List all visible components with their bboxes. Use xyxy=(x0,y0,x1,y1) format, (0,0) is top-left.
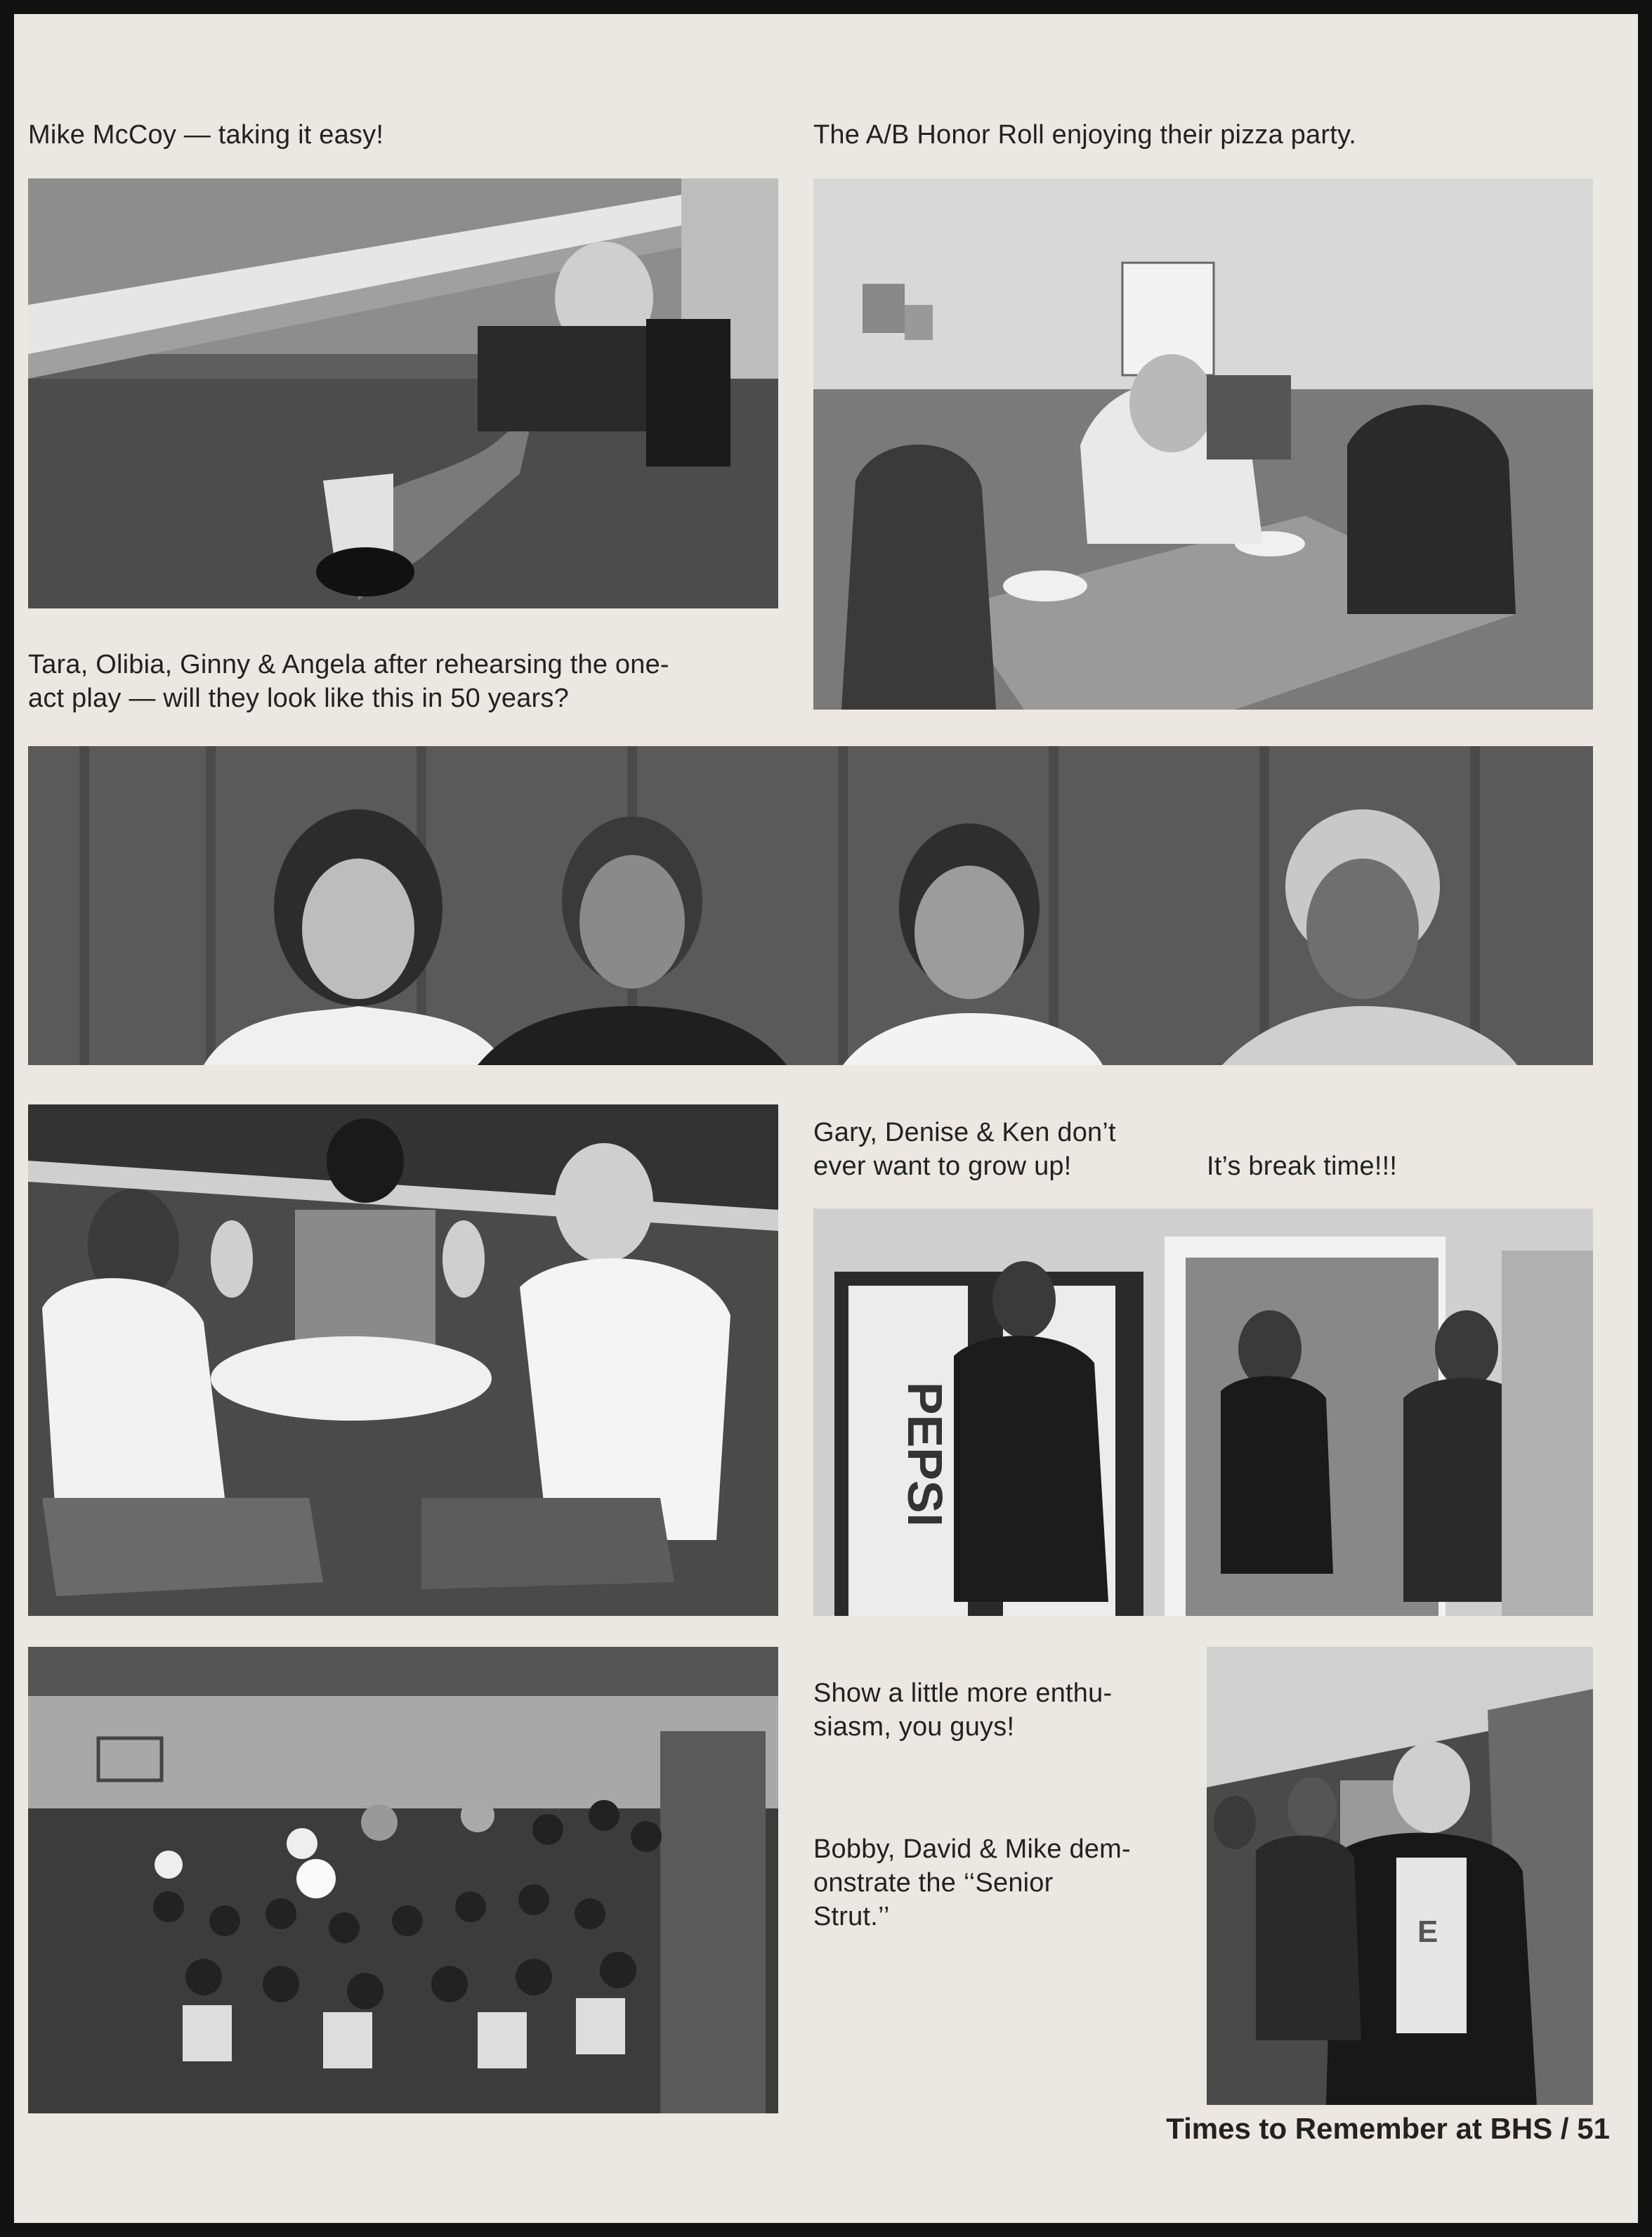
caption-honor-roll: The A/B Honor Roll enjoying their pizza party. xyxy=(813,120,1357,150)
yearbook-page xyxy=(14,14,1638,2223)
photo-honor-roll-party xyxy=(813,178,1593,710)
photo-grow-up-game xyxy=(28,1104,778,1616)
photo-senior-strut xyxy=(1207,1647,1593,2105)
photo-mike-mccoy xyxy=(28,178,778,608)
caption-grow-up: Gary, Denise & Ken don’t ever want to grow up! xyxy=(813,1118,1116,1181)
page-footer: Times to Remember at BHS / 51 xyxy=(1166,2112,1610,2145)
photo-one-act-play-cast xyxy=(28,746,1593,1065)
photo-break-time xyxy=(813,1208,1593,1616)
caption-break-time: It’s break time!!! xyxy=(1207,1152,1398,1181)
caption-senior-strut: Bobby, David & Mike dem- onstrate the ‘‘Senior Strut.’’ xyxy=(813,1834,1131,1931)
caption-enthusiasm: Show a little more enthu- siasm, you guys! xyxy=(813,1678,1113,1742)
caption-one-act-play: Tara, Olibia, Ginny & Angela after rehearsing the one- act play — will they look like this in 50 years? xyxy=(28,650,669,713)
caption-mike-mccoy: Mike McCoy — taking it easy! xyxy=(28,120,384,150)
photo-gym-crowd xyxy=(28,1647,778,2113)
jacket-letter: E xyxy=(1417,1915,1438,1949)
vending-machine-logo: PEPSI xyxy=(898,1381,952,1527)
